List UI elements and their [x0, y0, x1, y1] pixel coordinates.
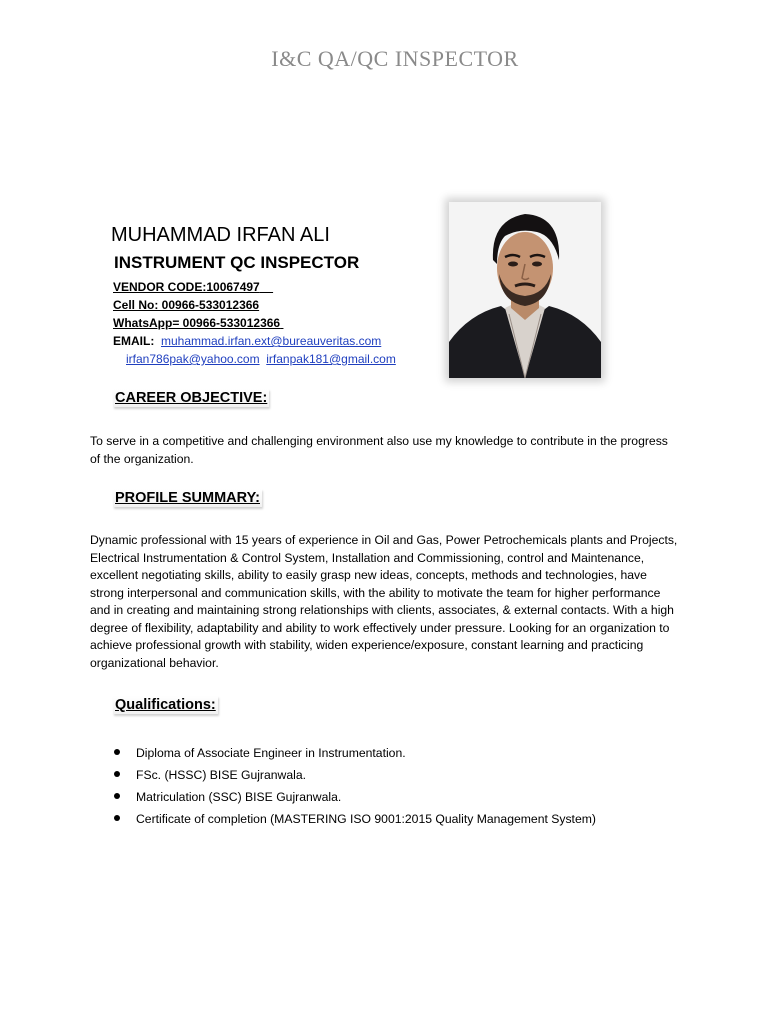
bullet-icon — [114, 771, 120, 777]
page-title: I&C QA/QC INSPECTOR — [271, 46, 519, 71]
job-title: INSTRUMENT QC INSPECTOR — [114, 253, 360, 272]
contact-block — [113, 278, 396, 368]
qualifications-heading: Qualifications: — [115, 697, 216, 713]
list-item: Matriculation (SSC) BISE Gujranwala. — [110, 787, 596, 809]
list-item: Certificate of completion (MASTERING ISO 9001:2015 Quality Management System) — [110, 809, 596, 831]
email-link-yahoo[interactable]: irfan786pak@yahoo.com — [126, 352, 260, 366]
career-objective-heading: CAREER OBJECTIVE: — [115, 390, 268, 406]
qualifications-list — [110, 743, 596, 831]
whatsapp-number: WhatsApp= 00966-533012366 — [113, 316, 281, 330]
email-label: EMAIL: — [113, 334, 155, 348]
email-link-gmail[interactable]: irfanpak181@gmail.com — [266, 352, 396, 366]
career-objective-text: To serve in a competitive and challenging environment also use my knowledge to contribute in the progress of the organization. — [90, 434, 668, 466]
profile-photo — [449, 202, 601, 378]
email-link-bureauveritas[interactable]: muhammad.irfan.ext@bureauveritas.com — [161, 334, 382, 348]
profile-summary-text: Dynamic professional with 15 years of experience in Oil and Gas, Power Petrochemicals plants and Projects, Electrical Instrumentation & Control System, Installation and Commissioning, control and Maintenance, excellent negotiating skills, ability to easily grasp new ideas, concepts, methods and technologies, have strong interpersonal and communication skills, with the ability to motivate the team for higher performance and in creating and maintaining strong relationships with clients, associates, & external contacts. With a high degree of flexibility, adaptability and ability to work effectively under pressure. Looking for an organization to achieve professional growth with stability, widen experience/exposure, constant learning and practicing organizational behavior. — [90, 533, 678, 670]
list-item: Diploma of Associate Engineer in Instrumentation. — [110, 743, 596, 765]
portrait-image — [449, 202, 601, 378]
vendor-code: VENDOR CODE:10067497 — [113, 280, 260, 294]
bullet-icon — [114, 815, 120, 821]
list-item: FSc. (HSSC) BISE Gujranwala. — [110, 765, 596, 787]
bullet-icon — [114, 749, 120, 755]
candidate-name: MUHAMMAD IRFAN ALI — [111, 224, 330, 246]
profile-summary-heading: PROFILE SUMMARY: — [115, 490, 260, 506]
cell-number: Cell No: 00966-533012366 — [113, 298, 260, 312]
bullet-icon — [114, 793, 120, 799]
